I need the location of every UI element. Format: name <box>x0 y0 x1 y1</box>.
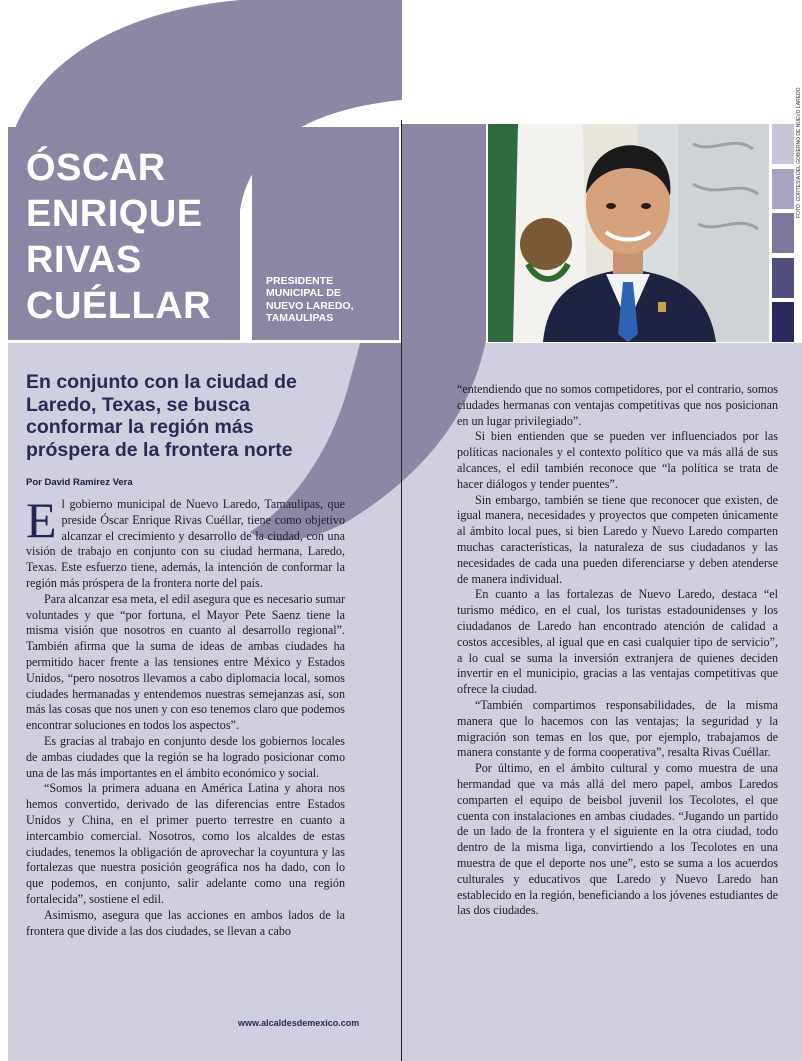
drop-cap: E <box>26 492 57 548</box>
paragraph: Por último, en el ámbito cultural y como muestra de una hermandad que va más allá del mero papel, ambos Laredos comparten el equipo de beisbol juvenil los Tecolotes, el que cuenta con instalaciones en ambas ciudades. “Jugando un partido de un lado de la frontera y el siguiente en la otra ciudad, todo dentro de la misma liga, convirtiendo a los Tecolotes en una muestra de que el deporte nos une”, esto se suma a los acuerdos culturales y educativos que Laredo y Nuevo Laredo han establecido en la región, beneficiando a los jóvenes estudiantes de las dos ciudades. <box>457 761 778 918</box>
photo-credit: FOTO: CORTESÍA DEL GOBIERNO DE NUEVO LAREDO <box>796 87 802 218</box>
paragraph: “También compartimos responsabilidades, de la misma manera que lo hacemos con las ventajas; la seguridad y la migración son temas en los que, por ejemplo, trabajamos de manera constante y de forma cooperativa”, resalta Rivas Cuéllar. <box>457 697 778 760</box>
paragraph: Si bien entienden que se pueden ver influenciados por las políticas nacionales y el contexto político que va más allá de sus alcances, el edil también reconoce que “la política se trata de hacer diálogos y tender puentes”. <box>457 429 778 491</box>
article-headline: En conjunto con la ciudad de Laredo, Texas, se busca conformar la región más próspera de la frontera norte <box>26 371 297 461</box>
portrait-photo <box>488 124 769 342</box>
role-line: TAMAULIPAS <box>266 311 334 324</box>
paragraph: Asimismo, asegura que las acciones en ambos lados de la frontera que divide a las dos ciudades, se llevan a cabo <box>26 907 345 938</box>
swatch-4 <box>772 258 794 298</box>
swatch-3 <box>772 213 794 253</box>
column-divider <box>401 120 402 1061</box>
article-column-2 <box>457 382 778 919</box>
paragraph: “Somos la primera aduana en América Latina y ahora nos hemos convertido, derivado de las diferencias entre Estados Unidos y China, en el primer puerto terrestre en cuanto a intercambio comercial. Nosotros, como los alcaldes de estas ciudades, tenemos la obligación de aprovechar la coyuntura y las fortalezas que nuestra posición geográfica nos ha dado, con lo que podemos, en conjunto, salir adelante como una región fortalecida”, sostiene el edil. <box>26 781 345 906</box>
role-line: PRESIDENTE <box>266 275 334 287</box>
swatch-5 <box>772 302 794 342</box>
paragraph: Sin embargo, también se tiene que reconocer que existen, de igual manera, necesidades y proyectos que competen únicamente al ámbito local pues, si bien Laredo y Nuevo Laredo comparten muchas características, la naturaleza de sus ciudadanos y las necesidades de cada una pueden diferenciarse y deben atenderse de manera individual. <box>457 492 778 586</box>
paragraph: En cuanto a las fortalezas de Nuevo Laredo, destaca “el turismo médico, en el cual, los turistas estadounidenses y los ciudadanos de Laredo han encontrado atención de calidad a costos accesibles, al igual que en casi cualquier tipo de servicio”, a lo cual se suma la inversión extranjera de quienes deciden invertir en el municipio, gracias a las ventajas competitivas que ofrece la ciudad. <box>457 587 778 697</box>
paragraph-text: l gobierno municipal de Nuevo Laredo, Tamaulipas, que preside Óscar Enrique Rivas Cuéllar, tiene como objetivo alcanzar el crecimiento y desarrollo de la ciudad, con una visión de trabajo en conjunto con su ciudad hermana, Laredo, Texas. Este esfuerzo tiene, además, la intención de conformar la región más próspera de la frontera norte del país. <box>26 497 345 590</box>
name-line: ENRIQUE <box>26 193 203 235</box>
article-column-1 <box>26 492 345 939</box>
swatch-1 <box>772 124 794 164</box>
paragraph: “entendiendo que no somos competidores, por el contrario, somos ciudades hermanas con ventajas competitivas que nos posicionan en un lugar privilegiado”. <box>457 382 778 428</box>
name-line: ÓSCAR <box>26 147 166 189</box>
paragraph: Es gracias al trabajo en conjunto desde los gobiernos locales de ambas ciudades que la región se ha logrado posicionar como una de las más importantes en el ámbito económico y social. <box>26 733 345 780</box>
name-line: CUÉLLAR <box>26 285 212 327</box>
paragraph <box>26 492 345 592</box>
role-line: MUNICIPAL DE <box>266 287 341 300</box>
paragraph: Para alcanzar esa meta, el edil asegura que es necesario sumar voluntades y que “por fortuna, el Mayor Pete Saenz tiene la misma visión que nosotros en cuanto al desarrollo regional”. También afirma que la suma de ideas de ambas ciudades ha permitido hacer frente a las tensiones entre México y Estados Unidos, “pero nosotros llevamos a cabo diplomacia local, somos ciudades hermanadas y entendemos nuestras semejanzas así, son más las cosas que nos unen y con eso tenemos claro que podemos encontrar soluciones en todos los aspectos”. <box>26 591 345 733</box>
role-line: NUEVO LAREDO, <box>266 299 354 312</box>
footer-url[interactable]: www.alcaldesdemexico.com <box>238 1018 360 1028</box>
profile-role <box>266 275 391 324</box>
swatch-2 <box>772 169 794 209</box>
name-line: RIVAS <box>26 239 142 281</box>
article-byline: Por David Ramírez Vera <box>26 477 133 488</box>
